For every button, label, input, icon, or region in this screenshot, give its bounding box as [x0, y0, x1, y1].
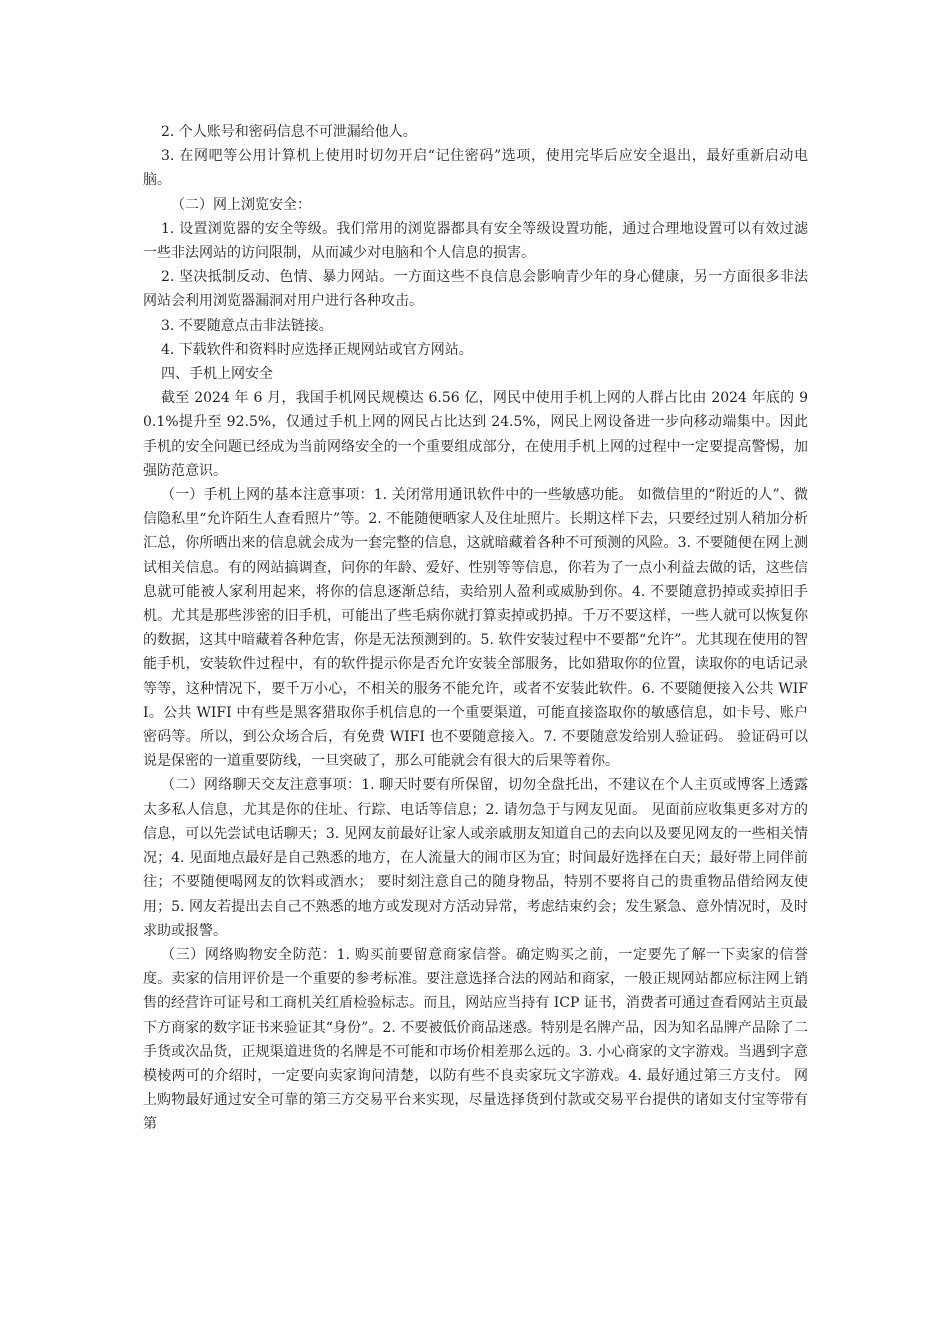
paragraph-account-secrecy: 2. 个人账号和密码信息不可泄漏给他人。: [161, 124, 417, 140]
paragraph-online-shopping: （三）网络购物安全防范：1. 购买前要留意商家信誉。确定购买之前，一定要先了解一下卖家的信誉度。卖家的信用评价是一个重要的参考标准。要注意选择合法的网站和商家，一般正规网站都应标注网上销售的经营许可证号和工商机关红盾检验标志。而且，网站应当持有 ICP 证书，消费者可通过查看网站主页最下方商家的数字证书来验证其“身份”。2. 不要被低价商品迷惑。特别是名牌产品，因为知名品牌产品除了二手货或次品货，正规渠道进货的名牌是不可能和市场价相差那么远的。3. 小心商家的文字游戏。当遇到字意模棱两可的介绍时，一定要向卖家询问清楚，以防有些不良卖家玩文字游戏。4. 最好通过第三方支付。 网上购物最好通过安全可靠的第三方交易平台来实现，尽量选择货到付款或交易平台提供的诸如支付宝等带有第: [143, 946, 808, 1133]
section-heading-browsing: （二）网上浏览安全：: [171, 196, 311, 213]
paragraph-mobile-stats: 截至 2024 年 6 月，我国手机网民规模达 6.56 亿，网民中使用手机上网的人群占比由 2024 年底的 90.1%提升至 92.5%，仅通过手机上网的网民占比达到 24.5%，网民上网设备进一步向移动端集中。因此手机的安全问题已经成为当前网络安全的一个重要组成部分，在使用手机上网的过程中一定要提高警惕，加强防范意识。: [143, 390, 808, 479]
paragraph-no-illegal-links: 3. 不要随意点击非法链接。: [161, 317, 333, 334]
paragraph-browser-level: 1. 设置浏览器的安全等级。我们常用的浏览器都具有安全等级设置功能，通过合理地设置可以有效过滤一些非法网站的访问限制，从而减少对电脑和个人信息的损害。: [143, 220, 808, 262]
paragraph-chat-dating: （二）网络聊天交友注意事项：1. 聊天时要有所保留，切勿全盘托出，不建议在个人主页或博客上透露太多私人信息，尤其是你的住址、行踪、电话等信息；2. 请勿急于与网友见面。 见面前应收集更多对方的信息，可以先尝试电话聊天；3. 见网友前最好让家人或亲戚朋友知道自己的去向以及要见网友的一些相关情况；4. 见面地点最好是自己熟悉的地方，在人流量大的闹市区为宜；时间最好选择在白天；最好带上同伴前往；不要随便喝网友的饮料或酒水； 要时刻注意自己的随身物品，特别不要将自己的贵重物品借给网友使用；5. 网友若提出去自己不熟悉的地方或发现对方活动异常，考虑结束约会；发生紧急、意外情况时，及时求助或报警。: [143, 777, 808, 939]
paragraph-mobile-basics: （一）手机上网的基本注意事项：1. 关闭常用通讯软件中的一些敏感功能。 如微信里的“附近的人”、微信隐私里“允许陌生人查看照片”等。2. 不能随便晒家人及住址照片。长期这样下去，只要经过别人稍加分析汇总，你所晒出来的信息就会成为一套完整的信息，这就暗藏着各种不可预测的风险。3. 不要随便在网上测试相关信息。有的网站搞调查，问你的年龄、爱好、性别等等信息，你若为了一点小利益去做的话，这些信息就可能被人家利用起来，将你的信息逐渐总结，卖给别人盈利或威胁到你。4. 不要随意扔掉或卖掉旧手机。尤其是那些涉密的旧手机，可能出了些毛病你就打算卖掉或扔掉。千万不要这样，一些人就可以恢复你的数据，这其中暗藏着各种危害，你是无法预测到的。5. 软件安装过程中不要都“允许”。尤其现在使用的智能手机，安装软件过程中，有的软件提示你是否允许安装全部服务，比如猎取你的位置，读取你的电话记录等等，这种情况下，要千万小心，不相关的服务不能允许，或者不安装此软件。6. 不要随便接入公共 WIFI。公共 WIFI 中有些是黑客猎取你手机信息的一个重要渠道，可能直接盗取你的敏感信息，如卡号、账户密码等。所以，到公众场合后，有免费 WIFI 也不要随意接入。7. 不要随意发给别人验证码。 验证码可以说是保密的一道重要防线，一旦突破了，那么可能就会有很大的后果等着你。: [143, 487, 808, 770]
paragraph-resist-sites: 2. 坚决抵制反动、色情、暴力网站。一方面这些不良信息会影响青少年的身心健康，另一方面很多非法网站会利用浏览器漏洞对用户进行各种攻击。: [143, 269, 808, 310]
section-heading-mobile: 四、手机上网安全: [161, 366, 273, 383]
document-body: [143, 120, 808, 1137]
paragraph-public-computer: 3. 在网吧等公用计算机上使用时切勿开启“记住密码”选项，使用完毕后应安全退出，最好重新启动电脑。: [143, 148, 808, 189]
paragraph-official-downloads: 4. 下载软件和资料时应选择正规网站或官方网站。: [161, 341, 473, 358]
